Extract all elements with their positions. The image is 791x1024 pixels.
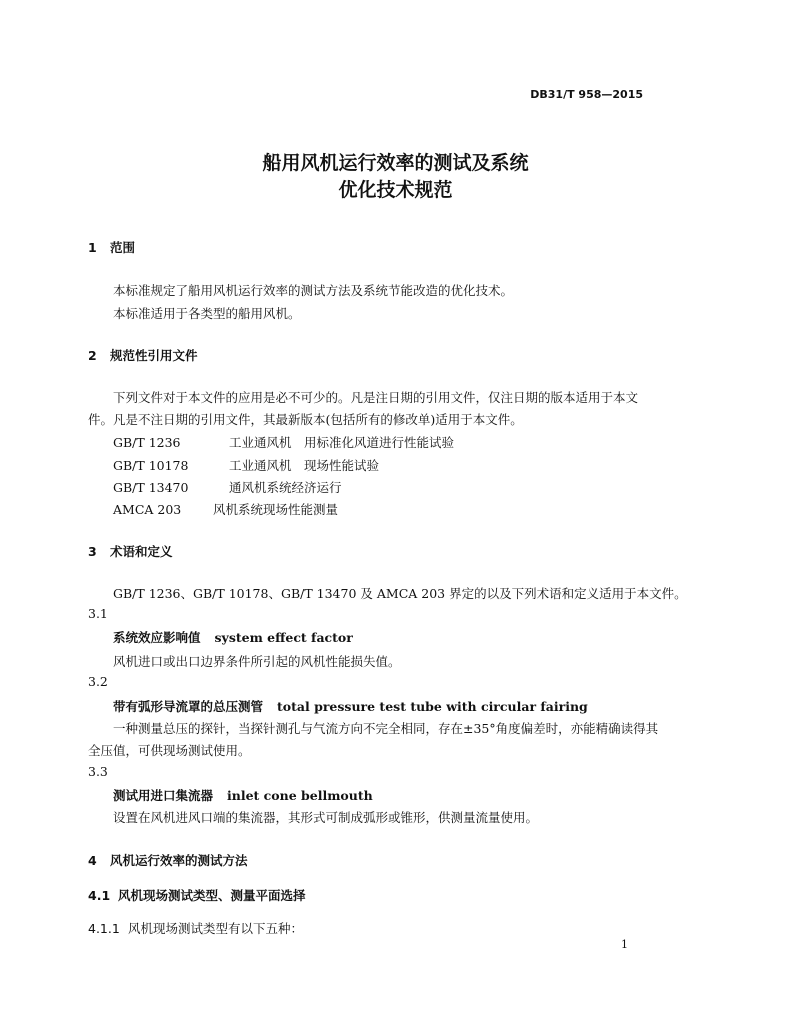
- term-number: 3.1: [88, 606, 108, 621]
- section-number: 3: [88, 544, 97, 559]
- reference-title: 风机系统现场性能测量: [213, 502, 339, 517]
- section-3-heading: [88, 542, 173, 560]
- reference-code: GB/T 10178: [113, 458, 189, 473]
- reference-title: 通风机系统经济运行: [229, 480, 342, 495]
- section-2-heading: [88, 346, 198, 364]
- page-number: 1: [621, 938, 628, 951]
- section-1-paragraph-2: 本标准适用于各类型的船用风机。: [113, 306, 301, 321]
- term-chinese: 测试用进口集流器: [113, 788, 214, 803]
- section-3-intro: GB/T 1236、GB/T 10178、GB/T 13470 及 AMCA 203 界定的以及下列术语和定义适用于本文件。: [113, 586, 687, 601]
- section-number: 2: [88, 348, 97, 363]
- section-number: 1: [88, 240, 97, 255]
- standard-number: DB31/T 958—2015: [530, 88, 643, 101]
- term-heading: [113, 697, 588, 715]
- reference-title: 工业通风机 用标准化风道进行性能试验: [229, 435, 455, 450]
- subsection-4-1-heading: [88, 886, 306, 904]
- term-definition: 设置在风机进风口端的集流器，其形式可制成弧形或锥形，供测量流量使用。: [113, 810, 539, 825]
- term-chinese: 带有弧形导流罩的总压测管: [113, 699, 264, 714]
- term-chinese: 系统效应影响值: [113, 630, 201, 645]
- term-definition-line-1: 一种测量总压的探针，当探针测孔与气流方向不完全相同，存在±35°角度偏差时，亦能精确读得其: [113, 721, 659, 736]
- normative-reference-item: [113, 433, 454, 451]
- section-title: 风机运行效率的测试方法: [110, 853, 248, 868]
- reference-title: 工业通风机 现场性能试验: [229, 458, 380, 473]
- section-title: 范围: [110, 240, 136, 255]
- reference-code: GB/T 13470: [113, 480, 189, 495]
- term-number: 3.2: [88, 674, 108, 689]
- subsection-title: 风机现场测试类型、测量平面选择: [118, 888, 306, 903]
- normative-reference-item: [113, 500, 338, 518]
- section-4-heading: [88, 851, 248, 869]
- reference-code: AMCA 203: [113, 502, 182, 517]
- term-english: system effect factor: [214, 630, 353, 645]
- document-title-line2: 优化技术规范: [338, 179, 453, 201]
- term-definition: 风机进口或出口边界条件所引起的风机性能损失值。: [113, 654, 401, 669]
- term-number: 3.3: [88, 764, 108, 779]
- section-title: 规范性引用文件: [110, 348, 198, 363]
- section-1-heading: [88, 238, 135, 256]
- section-2-intro-line-2: 件。凡是不注日期的引用文件，其最新版本(包括所有的修改单)适用于本文件。: [88, 412, 523, 427]
- term-definition-line-2: 全压值，可供现场测试使用。: [88, 743, 251, 758]
- normative-reference-item: [113, 478, 342, 496]
- subsection-number: 4.1: [88, 888, 111, 903]
- term-english: inlet cone bellmouth: [227, 788, 373, 803]
- normative-reference-item: [113, 456, 379, 474]
- reference-code: GB/T 1236: [113, 435, 181, 450]
- term-heading: [113, 786, 373, 804]
- clause-4-1-1: [88, 919, 303, 937]
- document-title-line1: 船用风机运行效率的测试及系统: [262, 152, 529, 174]
- clause-text: 风机现场测试类型有以下五种：: [128, 921, 304, 936]
- section-title: 术语和定义: [110, 544, 173, 559]
- term-heading: [113, 628, 353, 646]
- term-english: total pressure test tube with circular fairing: [277, 699, 588, 714]
- clause-number: 4.1.1: [88, 921, 120, 936]
- section-1-paragraph-1: 本标准规定了船用风机运行效率的测试方法及系统节能改造的优化技术。: [113, 283, 514, 298]
- section-number: 4: [88, 853, 97, 868]
- section-2-intro-line-1: 下列文件对于本文件的应用是必不可少的。凡是注日期的引用文件，仅注日期的版本适用于本文: [113, 390, 639, 405]
